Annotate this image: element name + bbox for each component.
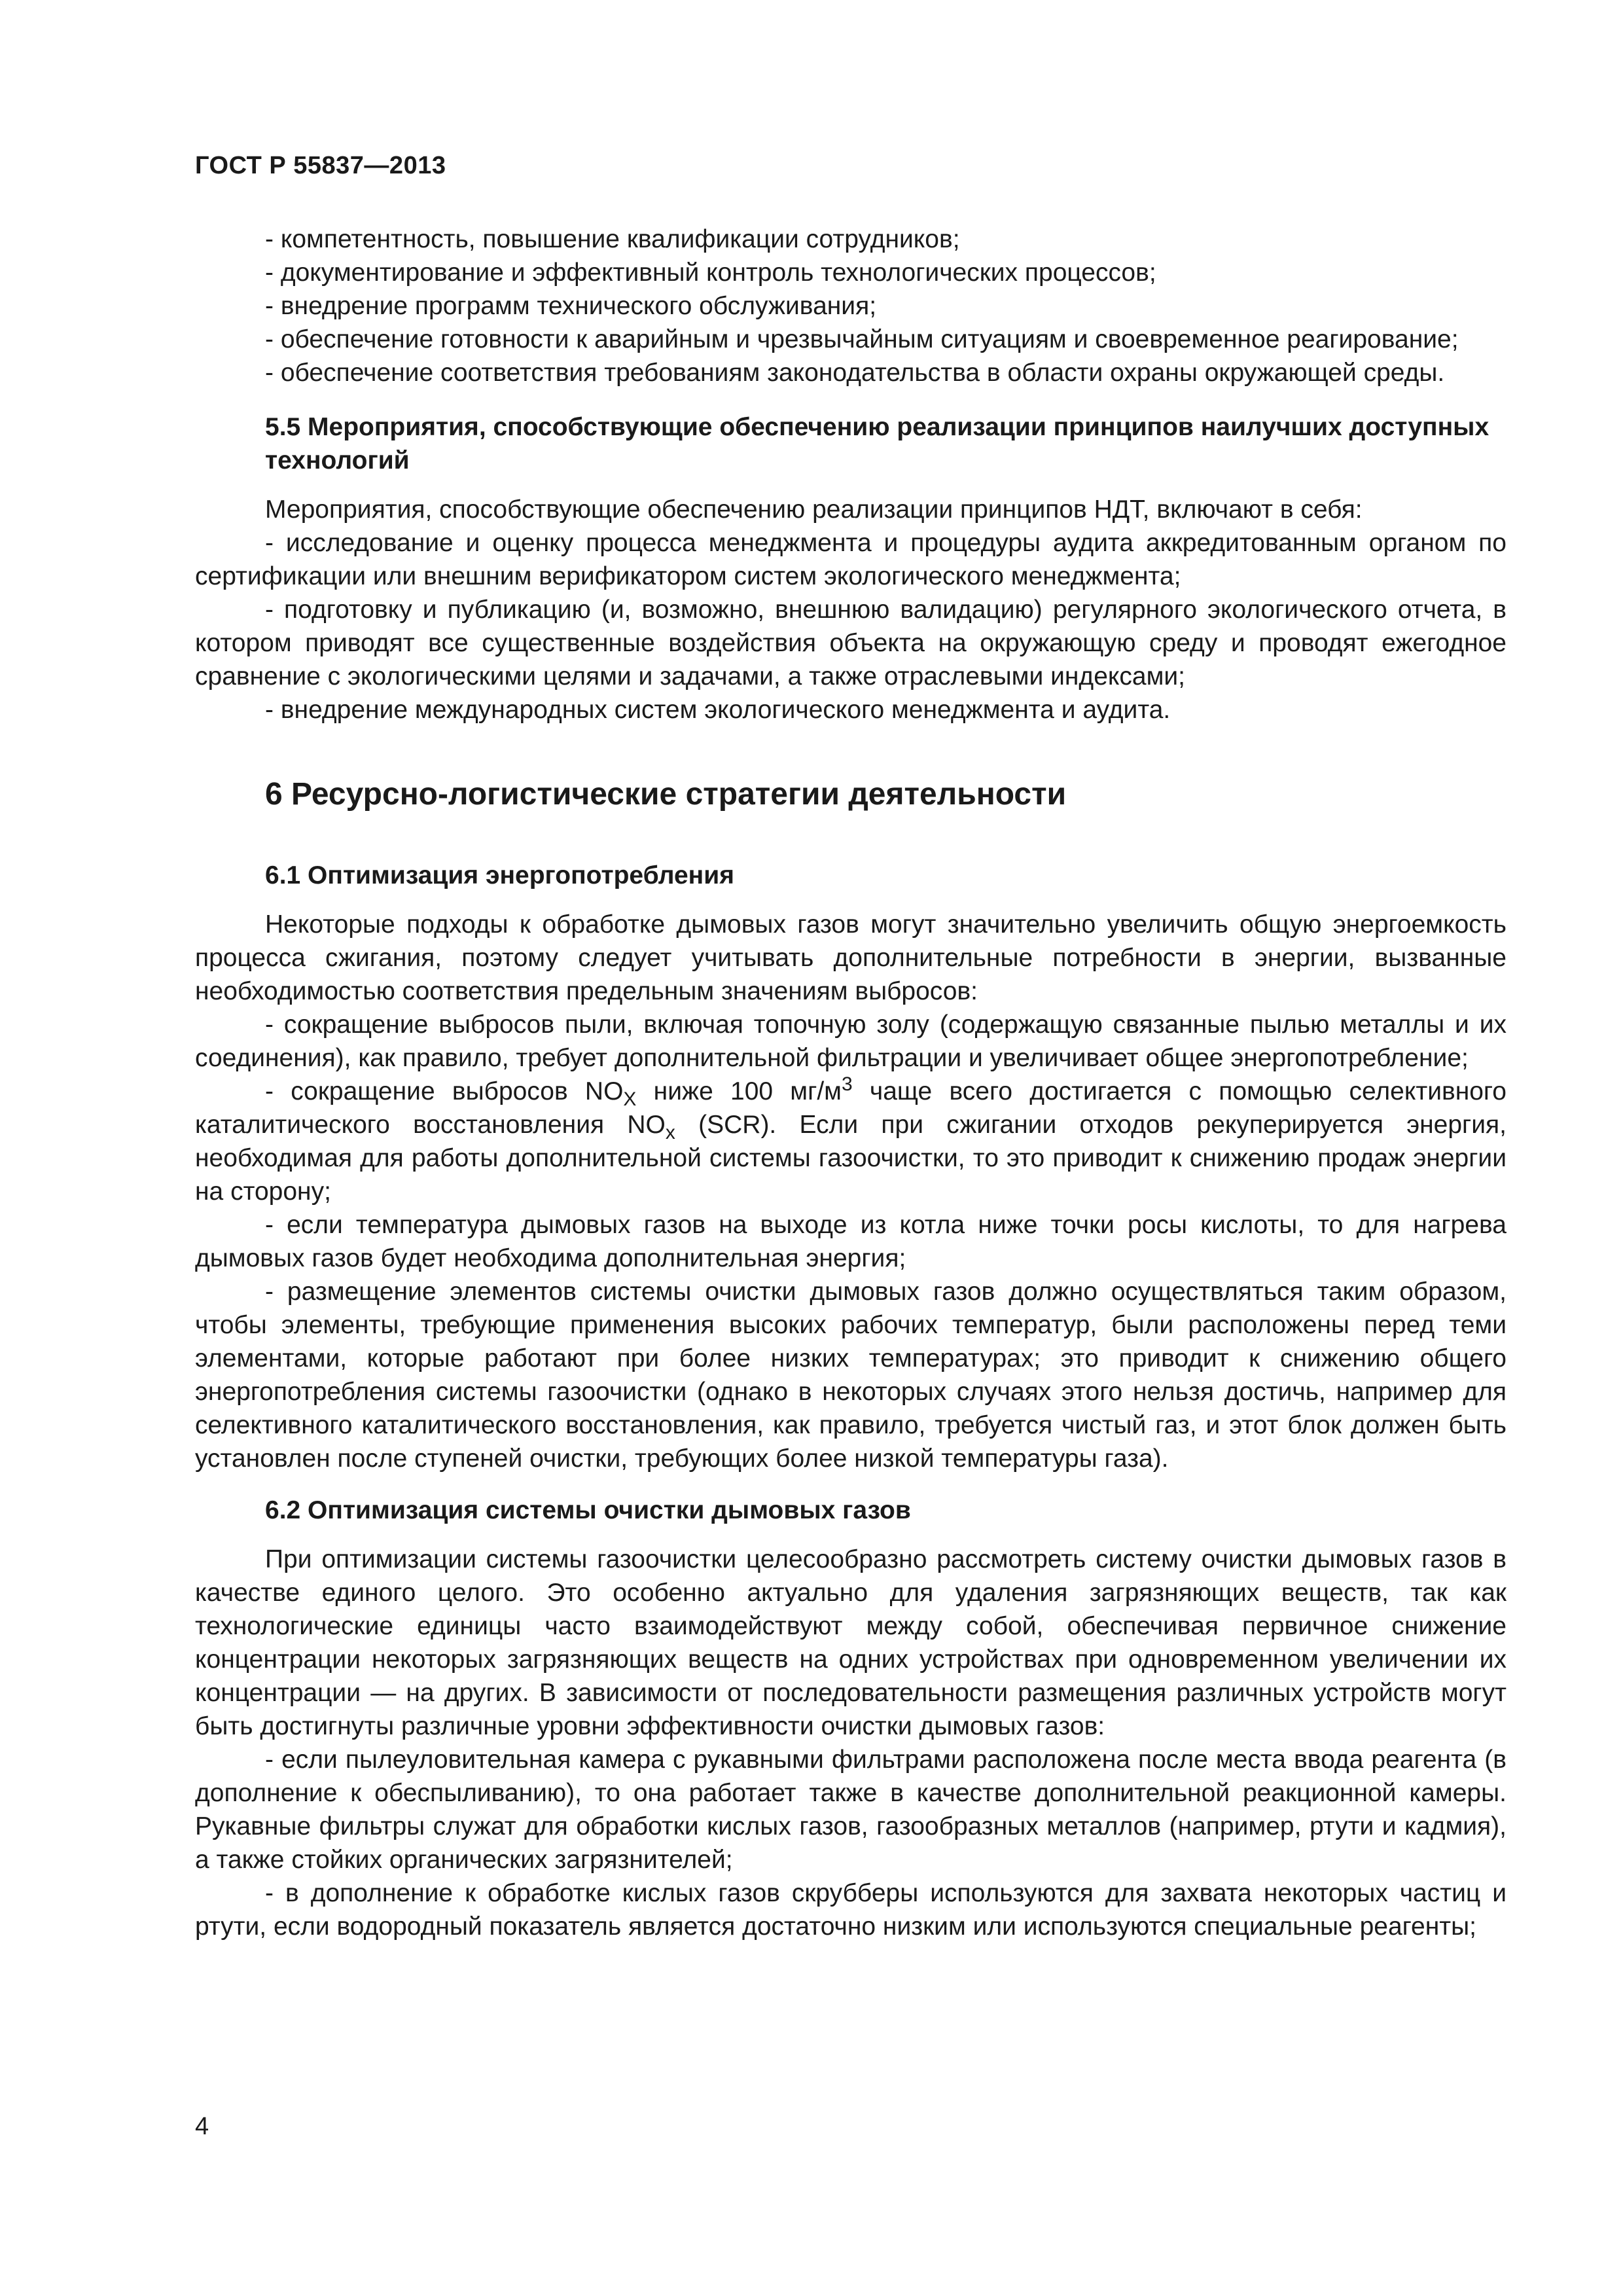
list-item: - внедрение международных систем экологического менеджмента и аудита. xyxy=(265,696,1171,724)
list-item: - компетентность, повышение квалификации сотрудников; xyxy=(265,225,960,253)
document-page xyxy=(195,0,1507,2296)
subscript: X xyxy=(623,1088,637,1110)
list-item: - сокращение выбросов пыли, включая топочную золу (содержащую связанные пылью металлы и их соединения), как правило, требует дополнительной фильтрации и увеличивает общее энергопотребление; xyxy=(195,1011,1507,1072)
text-run: чаще всего достигается с помощью селективного каталитического восстановления NO xyxy=(195,1077,1507,1139)
text-run: ниже 100 мг/м xyxy=(636,1077,842,1105)
section-5-5-heading: 5.5 Мероприятия, способствующие обеспечению реализации принципов наилучших доступных технологий xyxy=(265,413,1489,475)
paragraph: При оптимизации системы газоочистки целесообразно рассмотреть систему очистки дымовых газов в качестве единого целого. Это особенно актуально для удаления загрязняющих веществ, так как технологические единицы часто взаимодействуют между собой, обеспечивая первичное снижение концентрации некоторых загрязняющих веществ на одних устройствах при одновременном увеличении их концентрации — на других. В зависимости от последовательности размещения различных устройств могут быть достигнуты различные уровни эффективности очистки дымовых газов: xyxy=(195,1545,1507,1740)
list-item: - подготовку и публикацию (и, возможно, внешнюю валидацию) регулярного экологического отчета, в котором приводят все существенные воздействия объекта на окружающую среду и проводят ежегодное сравнение с экологическими целями и задачами, а также отраслевыми индексами; xyxy=(195,596,1507,691)
document-id-header: ГОСТ Р 55837—2013 xyxy=(195,152,446,179)
text-run: - сокращение выбросов NO xyxy=(265,1077,624,1105)
list-item: - документирование и эффективный контроль технологических процессов; xyxy=(265,259,1156,287)
list-item: - исследование и оценку процесса менеджмента и процедуры аудита аккредитованным органом по сертификации или внешним верификатором систем экологического менеджмента; xyxy=(195,529,1507,590)
list-item: - размещение элементов системы очистки дымовых газов должно осуществляться таким образом, чтобы элементы, требующие применения высоких рабочих температур, были расположены перед теми элементами, которые работают при более низких температурах; это приводит к снижению общего энергопотребления системы газоочистки (однако в некоторых случаях этого нельзя достичь, например для селективного каталитического восстановления, как правило, требуется чистый газ, и этот блок должен быть установлен после ступеней очистки, требующих более низкой температуры газа). xyxy=(195,1278,1507,1473)
text-run: (SCR). Если при сжигании отходов рекуперируется энергия, необходимая для работы дополнительной системы газоочистки, то это приводит к снижению продаж энергии на сторону; xyxy=(195,1111,1507,1206)
list-item: - если температура дымовых газов на выходе из котла ниже точки росы кислоты, то для нагрева дымовых газов будет необходима дополнительная энергия; xyxy=(195,1211,1507,1272)
subscript: x xyxy=(665,1121,675,1143)
list-item: - если пылеуловительная камера с рукавными фильтрами расположена после места ввода реагента (в дополнение к обеспыливанию), то она работает также в качестве дополнительной реакционной камеры. Рукавные фильтры служат для обработки кислых газов, газообразных металлов (например, ртути и кадмия), а также стойких органических загрязнителей; xyxy=(195,1746,1507,1874)
section-6-1-heading: 6.1 Оптимизация энергопотребления xyxy=(265,861,734,889)
section-6-heading: 6 Ресурсно-логистические стратегии деятельности xyxy=(265,777,1067,812)
page-number: 4 xyxy=(195,2113,209,2140)
superscript: 3 xyxy=(841,1073,853,1095)
list-item: - в дополнение к обработке кислых газов скрубберы используются для захвата некоторых частиц и ртути, если водородный показатель является достаточно низким или используются специальные реагенты; xyxy=(195,1879,1507,1941)
document-body xyxy=(195,223,1507,1943)
list-item: - внедрение программ технического обслуживания; xyxy=(265,292,877,320)
list-item: - обеспечение готовности к аварийным и чрезвычайным ситуациям и своевременное реагирование; xyxy=(265,325,1459,353)
list-item: - обеспечение соответствия требованиям законодательства в области охраны окружающей среды. xyxy=(265,359,1445,387)
section-6-2-heading: 6.2 Оптимизация системы очистки дымовых газов xyxy=(265,1496,911,1524)
paragraph: Мероприятия, способствующие обеспечению реализации принципов НДТ, включают в себя: xyxy=(265,495,1363,524)
paragraph: Некоторые подходы к обработке дымовых газов могут значительно увеличить общую энергоемкость процесса сжигания, поэтому следует учитывать дополнительные потребности в энергии, вызванные необходимостью соответствия предельным значениям выбросов: xyxy=(195,910,1507,1005)
list-item-nox xyxy=(195,1075,1507,1208)
